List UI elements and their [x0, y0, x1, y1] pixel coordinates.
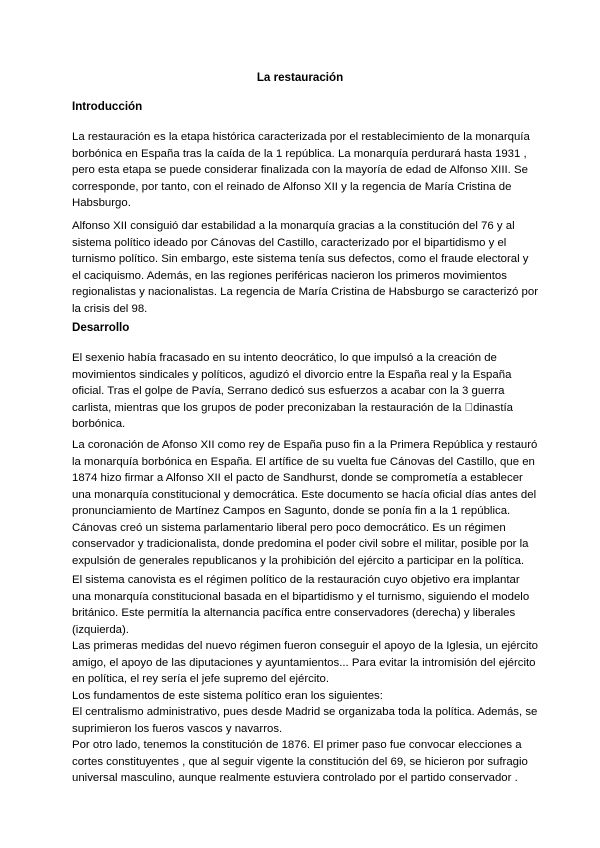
text-line: Alfonso XII consiguió dar estabilidad a la monarquía gracias a la constitución del 76 y al — [72, 220, 515, 232]
text-line: oficial. Tras el golpe de Pavía, Serrano dedicó sus esfuerzos a acabar con la 3 guerra — [72, 385, 505, 397]
text-line: borbónica en España tras la caída de la 1 república. La monarquía perdurará hasta 1931 , — [72, 147, 527, 160]
text-line: la monarquía borbónica en España. El artífice de su vuelta fue Cánovas del Castillo, que en — [72, 455, 535, 468]
text-line: (izquierda). — [72, 623, 129, 636]
text-line: movimientos sindicales y políticos, agudizó el divorcio entre la España real y la España — [72, 368, 512, 381]
text-line: la crisis del 98. — [72, 302, 148, 315]
paragraph-desarrollo-2 — [72, 437, 538, 569]
text-line: sistema político ideado por Cánovas del Castillo, caracterizado por el bipartidismo y el — [72, 236, 507, 249]
text-line: El centralismo administrativo, pues desde Madrid se organizaba toda la política. Además, se — [72, 706, 538, 718]
paragraph-desarrollo-3 — [72, 572, 539, 787]
text-line: corresponde, por tanto, con el reinado de Alfonso XII y la regencia de María Cristina de — [72, 180, 512, 193]
text-line: pronunciamiento de Martínez Campos en Sagunto, donde se ponía fin a la 1 república. — [72, 505, 511, 517]
paragraph-desarrollo-1 — [72, 350, 532, 433]
text-line: Cánovas creó un sistema parlamentario liberal pero poco democrático. Es un régimen — [72, 521, 506, 534]
text-line: La coronación de Afonso XII como rey de España puso fin a la Primera República y restauró — [72, 439, 538, 451]
document-title: La restauración — [256, 71, 344, 84]
text-line: expulsión de generales republicanos y la prohibición del ejército a participar en la política. — [72, 554, 525, 567]
paragraph-intro-1 — [72, 129, 532, 212]
text-line: una monarquía constitucional basada en el bipartidismo y el turnismo, siguiendo el modelo — [72, 590, 530, 603]
text-line: Las primeras medidas del nuevo régimen fueron conseguir el apoyo de la Iglesia, un ejército — [72, 640, 539, 652]
text-line: universal masculino, aunque realmente estuviera controlado por el partido conservador . — [72, 772, 518, 784]
text-line: británico. Este permitía la alternancia pacífica entre conservadores (derecha) y liberales — [72, 607, 516, 619]
text-line: La restauración es la etapa histórica caracterizada por el restablecimiento de la monarquía — [72, 131, 530, 143]
text-line: 1874 hizo firmar a Alfonso XII el pacto de Sandhurst, donde se comprometía a establecer — [72, 472, 523, 484]
text-line: una monarquía constitucional y democrática. Este documento se hacía oficial días antes del — [72, 488, 537, 501]
text-line: en política, el rey sería el jefe supremo del ejército. — [72, 673, 330, 685]
text-line: El sexenio había fracasado en su intento deocrático, lo que impulsó a la creación de — [72, 352, 497, 364]
text-line: carlista, mientras que los grupos de poder preconizaban la restauración de la  dinastía — [72, 401, 514, 414]
section-heading-desarrollo: Desarrollo — [72, 321, 130, 334]
text-line: Los fundamentos de este sistema político eran los siguientes: — [72, 689, 383, 702]
section-heading-introduccion: Introducción — [72, 100, 143, 113]
text-line: pero esta etapa se puede considerar finalizada con la mayoría de edad de Alfonso XIII. Se — [72, 164, 528, 176]
text-line: conservador y tradicionalista, donde predomina el poder civil sobre el militar, posible por la — [72, 538, 529, 550]
text-line: borbónica. — [72, 418, 126, 430]
paragraph-intro-2 — [72, 218, 538, 317]
text-line: El sistema canovista es el régimen político de la restauración cuyo objetivo era implantar — [72, 574, 520, 586]
text-line: regionalistas y nacionalistas. La regencia de María Cristina de Habsburgo se caracterizó por — [72, 286, 538, 298]
text-line: amigo, el apoyo de las diputaciones y ayuntamientos... Para evitar la intromisión del ejército — [72, 656, 536, 669]
text-line: cortes constituyentes , que al seguir vigente la constitución del 69, se hicieron por sufragio — [72, 755, 528, 768]
text-line: el caciquismo. Además, en las regiones periféricas nacieron los primeros movimientos — [72, 269, 507, 282]
text-line: suprimieron los fueros vascos y navarros. — [72, 722, 283, 735]
text-line: Habsburgo. — [72, 197, 131, 209]
text-line: Por otro lado, tenemos la constitución de 1876. El primer paso fue convocar elecciones a — [72, 739, 522, 751]
text-line: turnismo político. Sin embargo, este sistema tenía sus defectos, como el fraude electoral y — [72, 253, 529, 265]
